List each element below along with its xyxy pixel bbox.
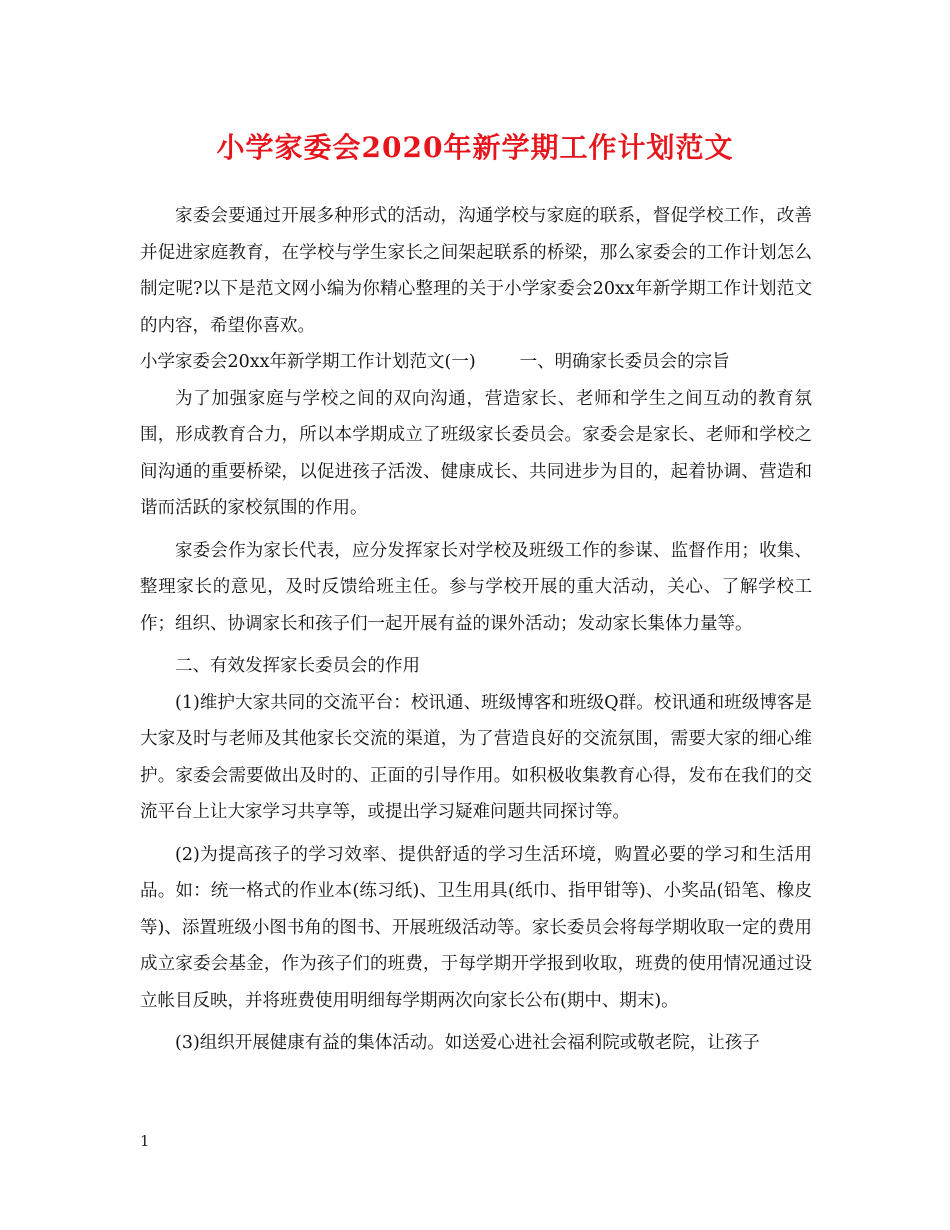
document-title: 小学家委会2020年新学期工作计划范文 [216, 131, 734, 164]
subtitle-line [140, 344, 812, 381]
document-body [140, 198, 812, 1062]
paragraph-1: 为了加强家庭与学校之间的双向沟通，营造家长、老师和学生之间互动的教育氛围，形成教育合力，所以本学期成立了班级家长委员会。家委会是家长、老师和学校之间沟通的重要桥梁，以促进孩子活泼、健康成长、共同进步为目的，起着协调、营造和谐而活跃的家校氛围的作用。 [140, 388, 812, 518]
page-number: 1 [140, 1132, 150, 1150]
paragraph-2: 家委会作为家长代表，应分发挥家长对学校及班级工作的参谋、监督作用；收集、整理家长的意见，及时反馈给班主任。参与学校开展的重大活动，关心、了解学校工作；组织、协调家长和孩子们一起开展有益的课外活动；发动家长集体力量等。 [140, 540, 812, 634]
subtitle: 小学家委会20xx年新学期工作计划范文(一) [140, 352, 476, 372]
section-heading-2: 二、有效发挥家长委员会的作用 [175, 656, 420, 676]
intro-paragraph: 家委会要通过开展多种形式的活动，沟通学校与家庭的联系，督促学校工作，改善并促进家庭教育，在学校与学生家长之间架起联系的桥梁，那么家委会的工作计划怎么制定呢?以下是范文网小编为你精心整理的关于小学家委会20xx年新学期工作计划范文的内容，希望你喜欢。 [140, 206, 812, 336]
list-item-2: (2)为提高孩子的学习效率、提供舒适的学习生活环境，购置必要的学习和生活用品。如：统一格式的作业本(练习纸)、卫生用具(纸巾、指甲钳等)、小奖品(铅笔、橡皮等)、添置班级小图书角的图书、开展班级活动等。家长委员会将每学期收取一定的费用成立家委会基金，作为孩子们的班费，于每学期开学报到收取，班费的使用情况通过设立帐目反映，并将班费使用明细每学期两次向家长公布(期中、期末)。 [140, 844, 812, 1011]
section-heading-1: 一、明确家长委员会的宗旨 [519, 352, 730, 372]
list-item-3: (3)组织开展健康有益的集体活动。如送爱心进社会福利院或敬老院，让孩子 [175, 1033, 760, 1053]
list-item-1: (1)维护大家共同的交流平台：校讯通、班级博客和班级Q群。校讯通和班级博客是大家及时与老师及其他家长交流的渠道，为了营造良好的交流氛围，需要大家的细心维护。家委会需要做出及时的、正面的引导作用。如积极收集教育心得，发布在我们的交流平台上让大家学习共享等，或提出学习疑难问题共同探讨等。 [140, 692, 812, 822]
